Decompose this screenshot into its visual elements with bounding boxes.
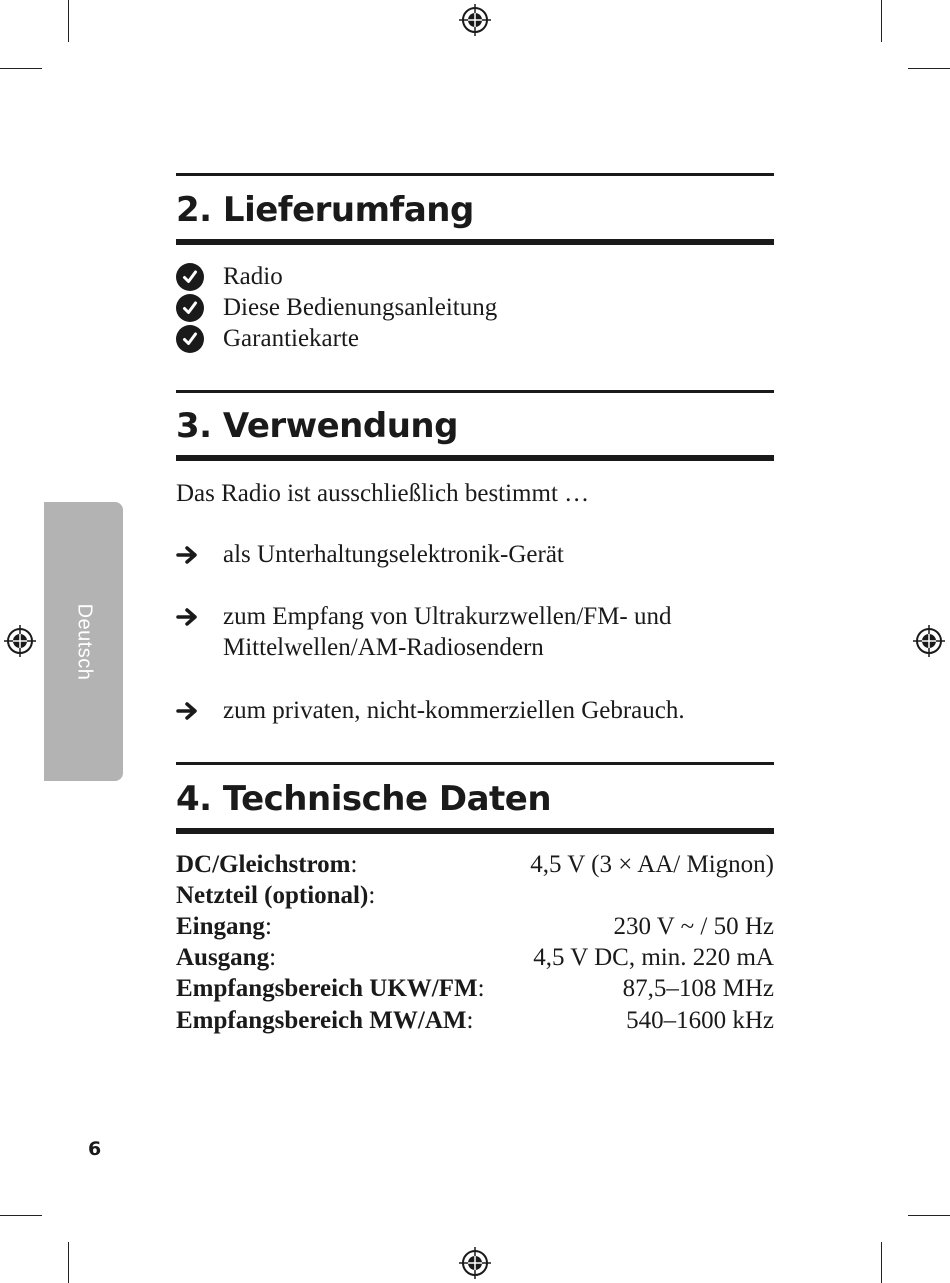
spec-key: Ausgang:	[176, 944, 277, 971]
language-side-tab	[44, 502, 123, 781]
spec-key: Eingang:	[176, 913, 272, 940]
section-rule-bottom	[176, 239, 774, 245]
spec-row	[176, 973, 774, 1004]
spec-row	[176, 911, 774, 942]
language-side-tab-label: Deutsch	[73, 603, 95, 680]
spec-value: 4,5 V (3 × AA/ Mignon)	[530, 851, 774, 878]
section-title-verwendung: 3. Verwendung	[176, 406, 458, 446]
spec-row	[176, 880, 774, 911]
list-item	[176, 539, 774, 570]
registration-mark-icon	[3, 624, 37, 658]
crop-mark	[908, 68, 950, 69]
crop-mark	[0, 1215, 42, 1216]
list-item	[176, 323, 360, 354]
list-item-label: zum privaten, nicht-kommerziellen Gebrauch.	[223, 697, 685, 724]
arrow-right-icon	[176, 545, 200, 565]
spec-key: Empfangsbereich MW/AM:	[176, 1007, 474, 1034]
page-number: 6	[88, 1138, 102, 1160]
spec-row	[176, 942, 774, 973]
crop-mark	[0, 68, 42, 69]
list-item	[176, 695, 774, 726]
list-item-label: Garantiekarte	[223, 325, 360, 352]
section-title-technische-daten: 4. Technische Daten	[176, 779, 552, 819]
crop-mark	[881, 0, 882, 42]
spec-key: DC/Gleichstrom:	[176, 851, 358, 878]
registration-mark-icon	[458, 1246, 492, 1280]
spec-value: 4,5 V DC, min. 220 mA	[533, 944, 774, 971]
list-item-label-continued: Mittelwellen/AM-Radiosendern	[223, 634, 544, 661]
spec-key: Empfangsbereich UKW/FM:	[176, 975, 485, 1002]
list-item	[176, 601, 774, 663]
list-item	[176, 292, 498, 323]
spec-key: Netzteil (optional):	[176, 882, 376, 909]
registration-mark-icon	[912, 624, 946, 658]
checkmark-circle-icon	[176, 325, 204, 353]
section-rule-bottom	[176, 828, 774, 834]
crop-mark	[68, 0, 69, 42]
section-rule-bottom	[176, 455, 774, 461]
checkmark-circle-icon	[176, 263, 204, 291]
arrow-right-icon	[176, 701, 200, 721]
section-rule-top	[176, 173, 774, 176]
crop-mark	[908, 1215, 950, 1216]
list-item-label: Radio	[223, 263, 283, 290]
section-rule-top	[176, 762, 774, 765]
spec-value: 230 V ~ / 50 Hz	[613, 913, 774, 940]
registration-mark-icon	[458, 3, 492, 37]
crop-mark	[68, 1242, 69, 1283]
spec-row	[176, 849, 774, 880]
crop-mark	[881, 1242, 882, 1283]
list-item-label: zum Empfang von Ultrakurzwellen/FM- und	[223, 603, 672, 630]
usage-intro: Das Radio ist ausschließlich bestimmt …	[176, 480, 590, 507]
list-item-label: als Unterhaltungselektronik-Gerät	[223, 541, 564, 568]
checkmark-circle-icon	[176, 294, 204, 322]
section-title-lieferumfang: 2. Lieferumfang	[176, 190, 474, 230]
list-item-label: Diese Bedienungsanleitung	[223, 294, 498, 321]
arrow-right-icon	[176, 607, 200, 627]
section-rule-top	[176, 390, 774, 393]
list-item	[176, 261, 283, 292]
spec-value: 87,5–108 MHz	[622, 975, 774, 1002]
spec-row	[176, 1005, 774, 1036]
spec-value: 540–1600 kHz	[626, 1007, 774, 1034]
